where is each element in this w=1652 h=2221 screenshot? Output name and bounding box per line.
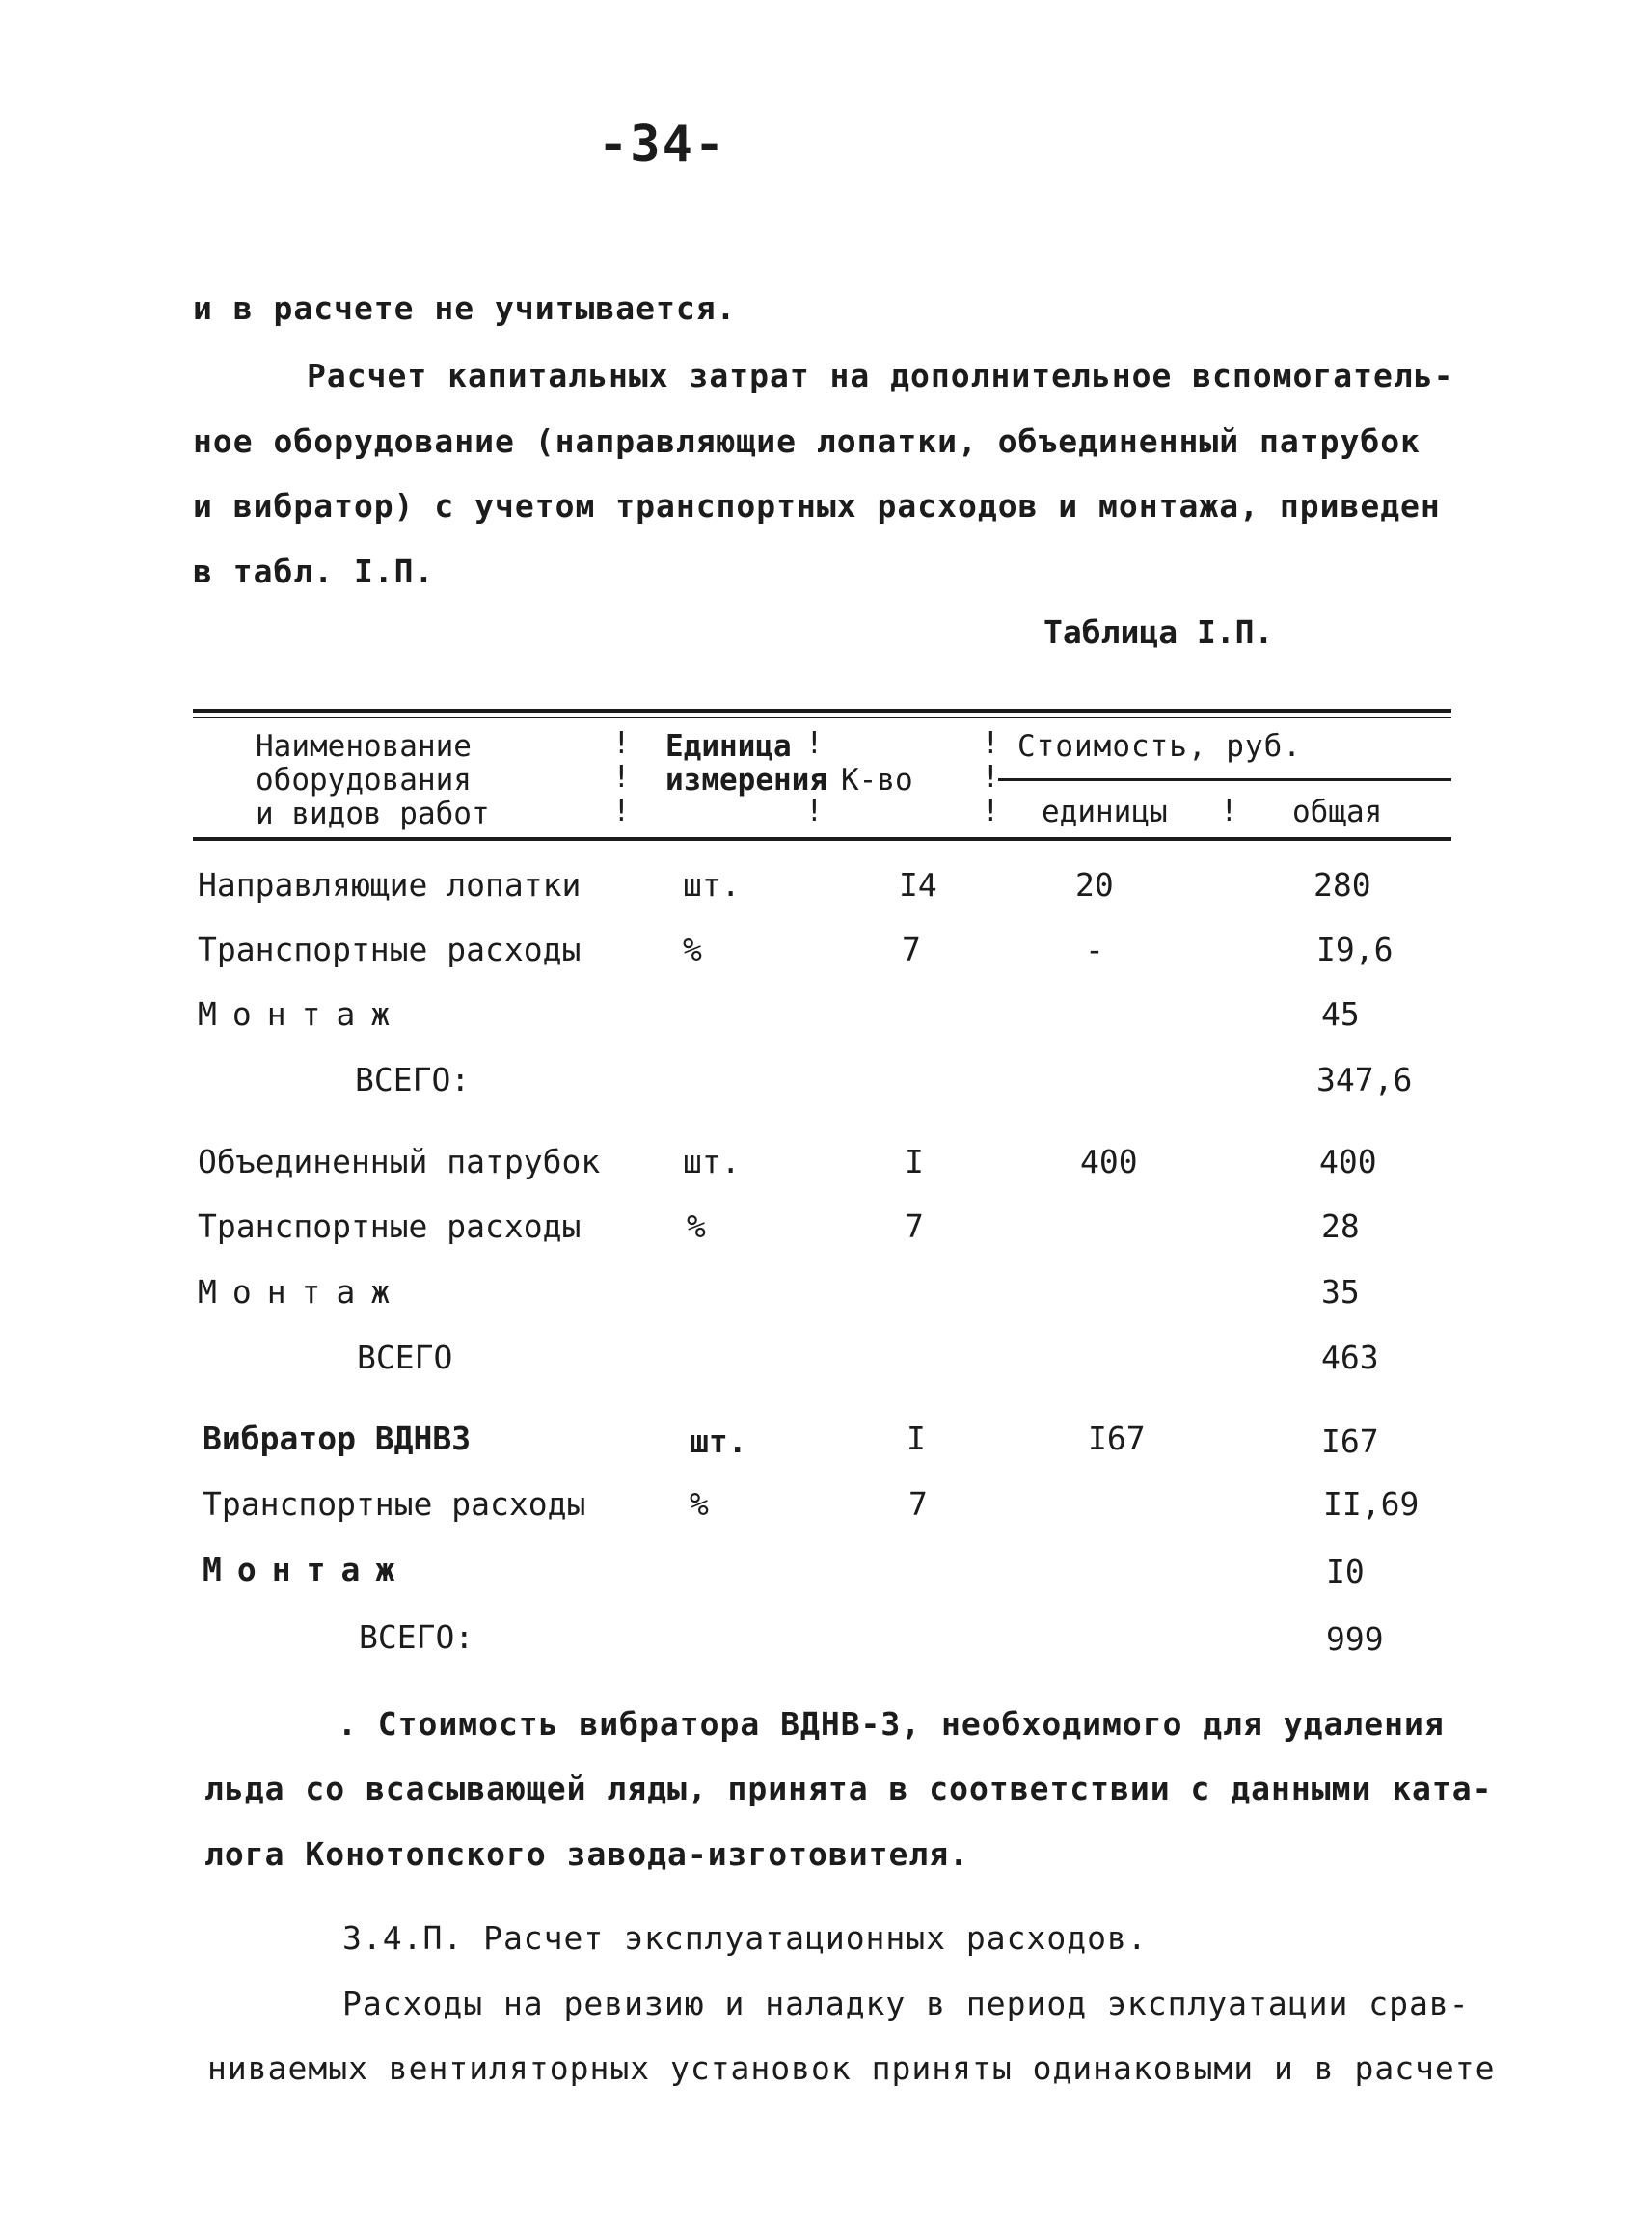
cell-name: Вибратор ВДНВ3 — [203, 1420, 472, 1457]
cell-unit: шт. — [690, 1422, 747, 1460]
cell-total: 999 — [1326, 1620, 1384, 1658]
cell-total: 28 — [1321, 1207, 1360, 1245]
cell-name: Направляющие лопатки — [198, 866, 582, 904]
header-unit: Единица измерения — [665, 729, 827, 798]
paragraph-line: ное оборудование (направляющие лопатки, объединенный патрубок — [193, 422, 1421, 460]
separator: ! — [612, 794, 631, 828]
cell-total: 280 — [1313, 866, 1371, 904]
top-rule — [193, 709, 1451, 713]
paragraph-line: Расчет капитальных затрат на дополнительное вспомогатель- — [307, 357, 1454, 394]
cell-name: Объединенный патрубок — [198, 1143, 601, 1180]
cell-unit: % — [683, 931, 702, 968]
separator: ! — [1220, 794, 1238, 828]
cell-total: 35 — [1321, 1273, 1360, 1311]
paragraph-line: в табл. I.П. — [193, 553, 435, 590]
paragraph-line: ниваемых вентиляторных установок приняты одинаковыми и в расчете — [207, 2049, 1496, 2087]
header-bottom-rule — [193, 837, 1451, 841]
section-title: 3.4.П. Расчет эксплуатационных расходов. — [342, 1919, 1148, 1957]
paragraph-line: льда со всасывающей ляды, принята в соответствии с данными ката- — [204, 1770, 1493, 1807]
cell-qty: 7 — [902, 931, 921, 968]
separator: ! — [982, 760, 1000, 795]
table-caption: Таблица I.П. — [1043, 613, 1274, 651]
cell-total: I9,6 — [1316, 931, 1394, 968]
cell-unit: шт. — [683, 1143, 741, 1180]
cell-total: II,69 — [1323, 1485, 1420, 1523]
header-cost-unit: единицы — [1042, 795, 1168, 829]
cell-qty: I4 — [899, 866, 937, 904]
cell-name: ВСЕГО — [357, 1339, 453, 1376]
cell-unit: шт. — [683, 866, 741, 904]
cell-qty: I — [907, 1420, 926, 1457]
cost-subrule — [998, 778, 1451, 781]
cell-price: - — [1085, 931, 1104, 968]
header-cost-total: общая — [1292, 795, 1383, 829]
separator: ! — [612, 726, 631, 761]
cell-qty: I — [905, 1143, 924, 1180]
cell-name: Транспортные расходы — [203, 1485, 586, 1523]
header-qty: К-во — [841, 763, 913, 798]
cell-qty: 7 — [905, 1207, 924, 1245]
cell-total: I67 — [1321, 1422, 1379, 1460]
cell-name: ВСЕГО: — [355, 1061, 471, 1098]
paragraph-line: и вибратор) с учетом транспортных расходов и монтажа, приведен — [193, 487, 1441, 525]
cell-total: 400 — [1319, 1143, 1377, 1180]
cell-name: Монтаж — [198, 995, 406, 1033]
header-cost: Стоимость, руб. — [1017, 729, 1302, 764]
cell-unit: % — [690, 1485, 709, 1523]
cell-total: 45 — [1321, 995, 1360, 1033]
cell-name: Монтаж — [198, 1273, 406, 1311]
cell-name: Транспортные расходы — [198, 1207, 582, 1245]
top-rule-thin — [193, 717, 1451, 718]
page-number: -34- — [598, 116, 727, 174]
separator: ! — [982, 794, 1000, 828]
separator: ! — [982, 726, 1000, 761]
paragraph-line: Расходы на ревизию и наладку в период эксплуатации срав- — [342, 1985, 1470, 2022]
cell-total: 463 — [1321, 1339, 1379, 1376]
cell-total: I0 — [1326, 1553, 1365, 1590]
cell-name: Транспортные расходы — [198, 931, 582, 968]
paragraph-line: лога Конотопского завода-изготовителя. — [204, 1835, 969, 1873]
cell-price: 20 — [1075, 866, 1114, 904]
cell-name: Монтаж — [203, 1551, 411, 1588]
cell-price: I67 — [1088, 1420, 1146, 1457]
cell-price: 400 — [1080, 1143, 1138, 1180]
header-name: Наименование оборудования и видов работ — [256, 729, 490, 831]
cell-total: 347,6 — [1316, 1061, 1413, 1098]
paragraph-line: и в расчете не учитывается. — [193, 289, 737, 327]
cell-name: ВСЕГО: — [359, 1618, 474, 1656]
paragraph-line: . Стоимость вибратора ВДНВ-3, необходимого для удаления — [338, 1705, 1445, 1743]
cell-qty: 7 — [908, 1485, 928, 1523]
cell-unit: % — [687, 1207, 706, 1245]
separator: ! — [612, 760, 631, 795]
separator: ! — [805, 794, 824, 828]
separator: ! — [805, 726, 824, 761]
